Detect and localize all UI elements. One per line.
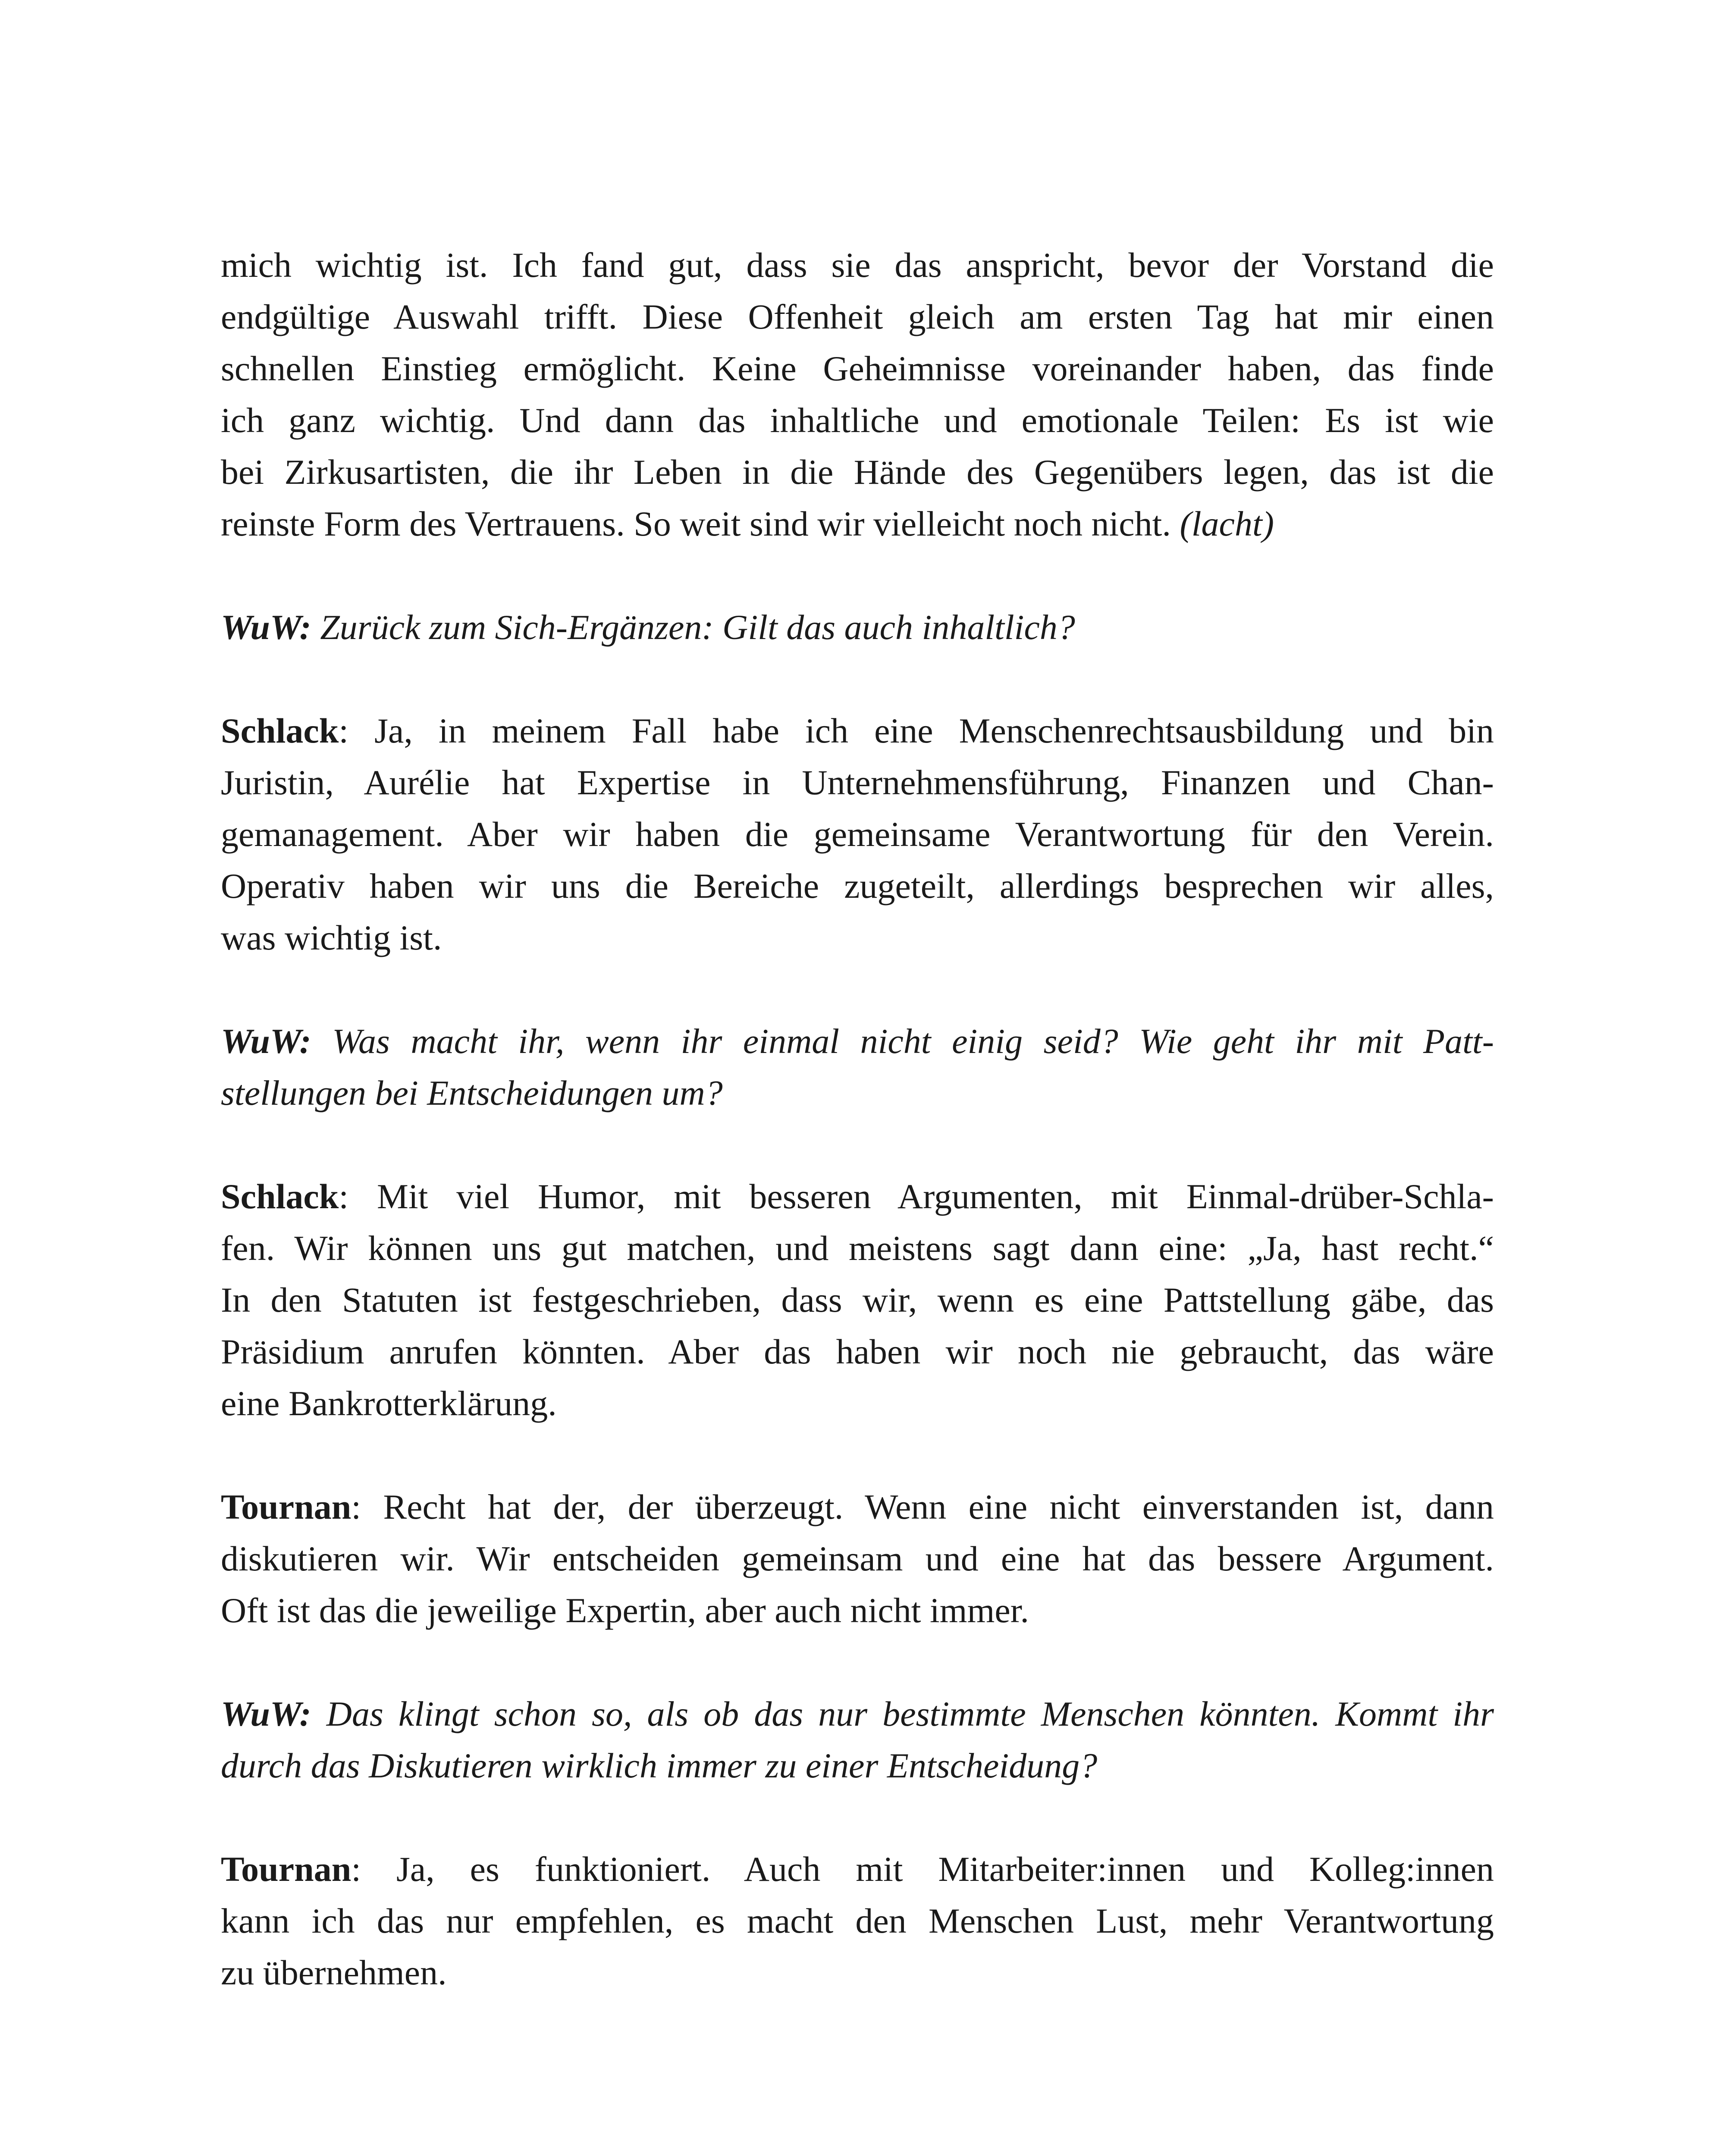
text-line: [221, 1895, 1494, 1947]
text-line: [221, 1843, 1494, 1895]
line-text: In den Statuten ist festgeschrieben, dass wir, wenn es eine Pattstellung gäbe, das: [221, 1280, 1494, 1319]
line-text: endgültige Auswahl trifft. Diese Offenheit gleich am ersten Tag hat mir einen: [221, 297, 1494, 336]
speaker-label: Schlack: [221, 711, 339, 750]
interviewer-question: [221, 602, 1494, 653]
text-line: [221, 1274, 1494, 1326]
line-text: gemanagement. Aber wir haben die gemeinsame Verantwortung für den Verein.: [221, 815, 1494, 854]
line-text: durch das Diskutieren wirklich immer zu einer Entscheidung?: [221, 1746, 1098, 1785]
line-text: diskutieren wir. Wir entscheiden gemeinsam und eine hat das bessere Argument.: [221, 1539, 1494, 1578]
line-text: ich ganz wichtig. Und dann das inhaltliche und emotionale Teilen: Es ist wie: [221, 401, 1494, 440]
text-line: [221, 291, 1494, 343]
text-line: [221, 1067, 1494, 1119]
interviewer-question: [221, 1688, 1494, 1792]
line-text: fen. Wir können uns gut matchen, und meistens sagt dann eine: „Ja, hast recht.“: [221, 1228, 1494, 1268]
speaker-separator: [311, 608, 320, 647]
speaker-separator: [311, 1694, 326, 1733]
text-line: [221, 1222, 1494, 1274]
text-line: [221, 757, 1494, 808]
line-text: Oft ist das die jeweilige Expertin, aber auch nicht immer.: [221, 1591, 1029, 1630]
stage-direction: (lacht): [1180, 504, 1274, 543]
text-line: [221, 1740, 1494, 1792]
line-text: bei Zirkusartisten, die ihr Leben in die Hände des Gegenübers legen, das ist die: [221, 452, 1494, 492]
line-text: Ja, es funktioniert. Auch mit Mitarbeiter:innen und Kolleg:innen: [396, 1849, 1494, 1889]
speaker-label: Schlack: [221, 1177, 339, 1216]
speaker-separator: [311, 1022, 333, 1061]
text-line: [221, 705, 1494, 757]
text-line: [221, 860, 1494, 912]
text-line: [221, 343, 1494, 395]
text-line: [221, 602, 1494, 653]
line-text: schnellen Einstieg ermöglicht. Keine Geheimnisse voreinander haben, das finde: [221, 349, 1494, 388]
line-text: reinste Form des Vertrauens. So weit sind wir vielleicht noch nicht.: [221, 504, 1171, 543]
speaker-separator: :: [339, 1177, 377, 1216]
speaker-label: WuW:: [221, 1694, 311, 1733]
line-text: Was macht ihr, wenn ihr einmal nicht einig seid? Wie geht ihr mit Patt-: [332, 1022, 1494, 1061]
line-text: Operativ haben wir uns die Bereiche zugeteilt, allerdings besprechen wir alles,: [221, 866, 1494, 906]
speaker-separator: :: [351, 1487, 383, 1526]
line-text: Präsidium anrufen könnten. Aber das haben wir noch nie gebraucht, das wäre: [221, 1332, 1494, 1371]
text-line: [221, 1015, 1494, 1067]
speaker-label: WuW:: [221, 608, 311, 647]
line-text: mich wichtig ist. Ich fand gut, dass sie das anspricht, bevor der Vorstand die: [221, 245, 1494, 285]
speaker-label: Tournan: [221, 1487, 351, 1526]
interviewee-answer: [221, 1481, 1494, 1636]
interviewee-answer: [221, 1171, 1494, 1429]
text-line: [221, 446, 1494, 498]
speaker-separator: :: [339, 711, 375, 750]
text-line: [221, 1326, 1494, 1378]
line-text: Das klingt schon so, als ob das nur bestimmte Menschen könnten. Kommt ihr: [326, 1694, 1494, 1733]
text-line: [221, 1481, 1494, 1533]
line-text: eine Bankrotterklärung.: [221, 1384, 557, 1423]
text-line: [221, 395, 1494, 446]
line-text: Mit viel Humor, mit besseren Argumenten, mit Einmal-drüber-Schla-: [377, 1177, 1494, 1216]
line-text: stellungen bei Entscheidungen um?: [221, 1073, 723, 1112]
speaker-label: WuW:: [221, 1022, 311, 1061]
text-line: [221, 912, 1494, 964]
interviewee-answer: [221, 239, 1494, 550]
line-text: Ja, in meinem Fall habe ich eine Menschenrechtsausbildung und bin: [374, 711, 1494, 750]
line-text: zu übernehmen.: [221, 1953, 447, 1992]
line-text: kann ich das nur empfehlen, es macht den Menschen Lust, mehr Verantwortung: [221, 1901, 1494, 1940]
interviewee-answer: [221, 1843, 1494, 1999]
text-line: [221, 1533, 1494, 1585]
text-line: [221, 1171, 1494, 1222]
speaker-label: Tournan: [221, 1849, 351, 1889]
text-line: [221, 808, 1494, 860]
line-text: Recht hat der, der überzeugt. Wenn eine nicht einverstanden ist, dann: [383, 1487, 1494, 1526]
text-line: [221, 1947, 1494, 1999]
line-text: was wichtig ist.: [221, 918, 442, 957]
speaker-separator: :: [351, 1849, 396, 1889]
text-line: [221, 239, 1494, 291]
interviewee-answer: [221, 705, 1494, 964]
text-line: [221, 498, 1494, 550]
line-text: Zurück zum Sich-Ergänzen: Gilt das auch inhaltlich?: [320, 608, 1075, 647]
interviewer-question: [221, 1015, 1494, 1119]
interview-page: [221, 239, 1494, 2050]
line-text: Juristin, Aurélie hat Expertise in Unternehmensführung, Finanzen und Chan-: [221, 763, 1494, 802]
text-line: [221, 1688, 1494, 1740]
text-line: [221, 1585, 1494, 1636]
text-line: [221, 1378, 1494, 1429]
